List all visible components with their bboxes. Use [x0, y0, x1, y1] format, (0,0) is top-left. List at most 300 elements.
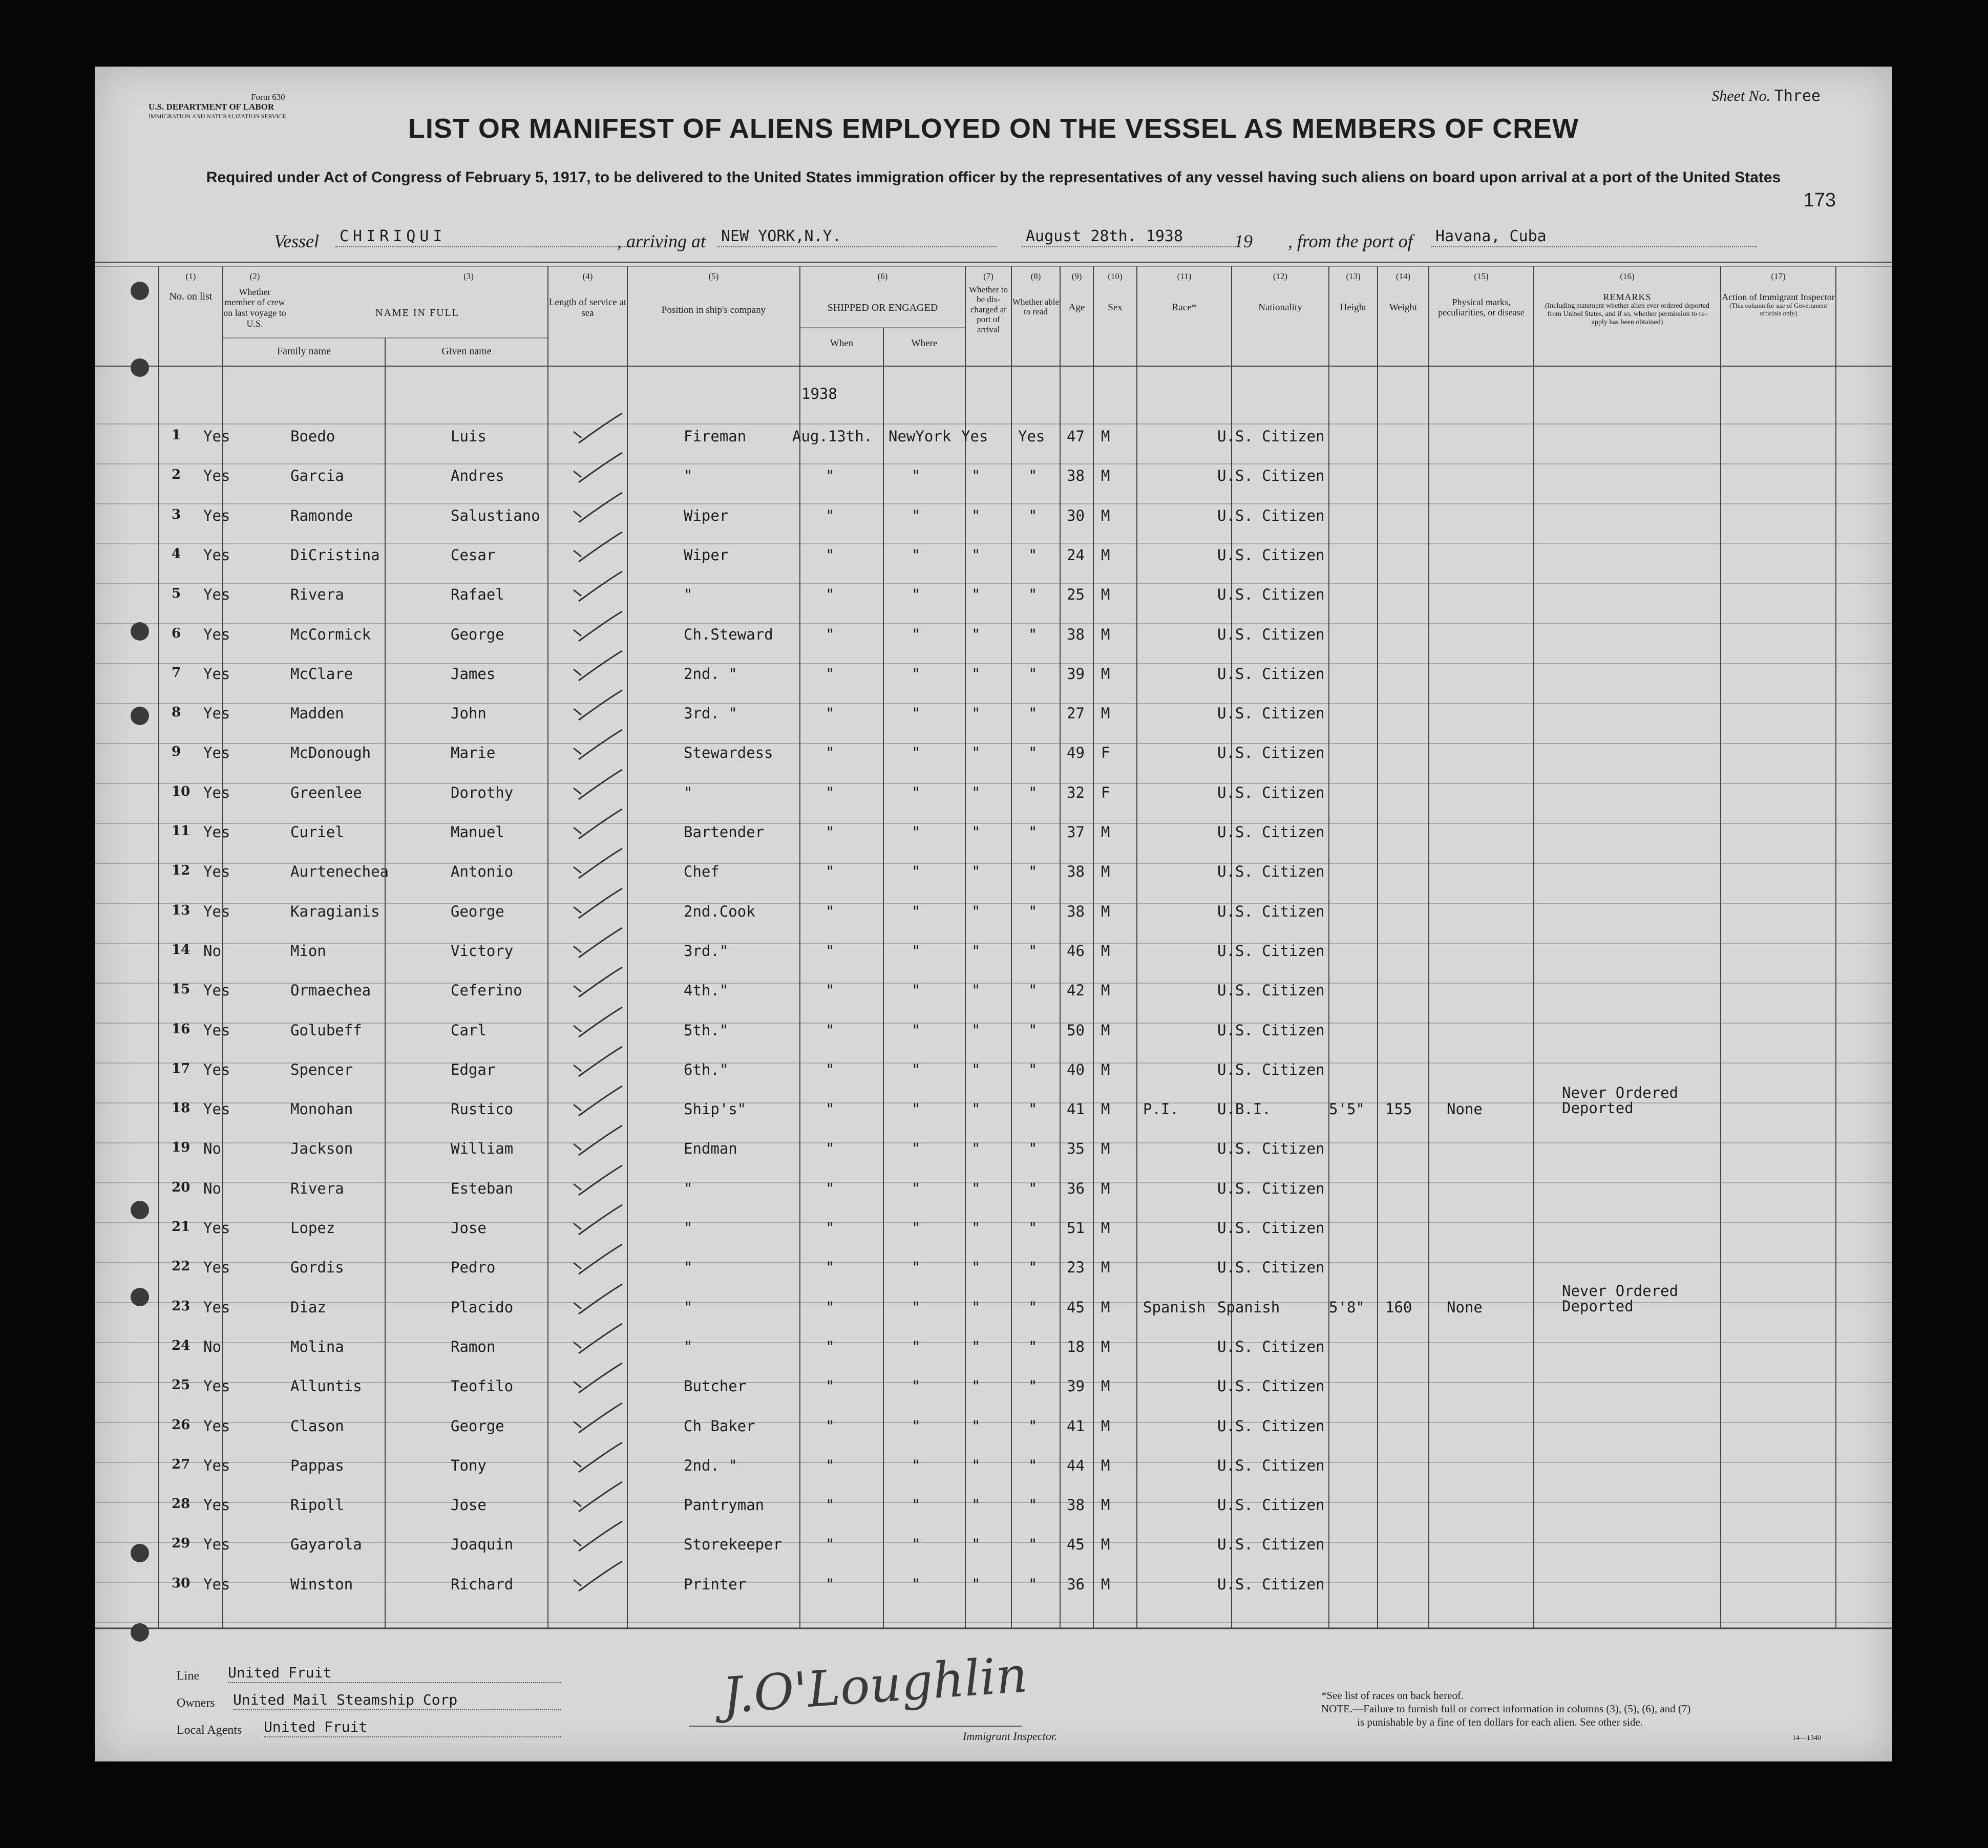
cell-last-voyage: Yes: [203, 546, 230, 564]
check-mark: [574, 571, 622, 601]
cell-sex: M: [1101, 546, 1110, 564]
cell-shipped-where: ": [912, 1576, 921, 1593]
cell-sex: M: [1101, 1338, 1110, 1355]
col-last-voyage-header: (2) Whether member of crew on last voyage to U.S.: [223, 271, 286, 329]
cell-row-number: 14: [172, 942, 191, 958]
cell-last-voyage: Yes: [203, 1259, 230, 1276]
cell-shipped-when: ": [826, 1022, 835, 1039]
cell-shipped-where: ": [912, 1219, 921, 1237]
cell-able-to-read: ": [1028, 1457, 1038, 1474]
col-action-header: (17) Action of Immigrant Inspector (This column for use of Government officials only): [1722, 271, 1835, 317]
manifest-sheet: [95, 67, 1892, 1761]
cell-family-name: Rivera: [290, 1180, 344, 1197]
check-mark: [574, 1442, 622, 1472]
owners-value: United Mail Steamship Corp: [233, 1691, 561, 1710]
service-name: IMMIGRATION AND NATURALIZATION SERVICE: [149, 113, 286, 120]
cell-able-to-read: ": [1028, 784, 1038, 801]
cell-race: Spanish: [1143, 1299, 1206, 1316]
cell-age: 23: [1067, 1259, 1085, 1276]
cell-able-to-read: ": [1028, 863, 1038, 880]
cell-sex: M: [1101, 705, 1110, 722]
cell-family-name: Diaz: [290, 1299, 326, 1316]
cell-given-name: Rafael: [451, 586, 504, 603]
cell-age: 39: [1067, 665, 1085, 683]
check-mark: [574, 651, 622, 681]
cell-family-name: McClare: [290, 665, 353, 683]
col-race-header: (11) Race*: [1172, 271, 1197, 313]
binder-hole: [131, 707, 149, 725]
cell-shipped-when: ": [826, 1338, 835, 1355]
cell-position: 6th.": [684, 1061, 729, 1078]
binder-hole: [131, 358, 149, 377]
cell-family-name: Lopez: [290, 1219, 335, 1237]
cell-row-number: 29: [172, 1536, 191, 1551]
cell-family-name: Gayarola: [290, 1536, 362, 1553]
cell-nationality: U.S. Citizen: [1217, 863, 1325, 880]
cell-shipped-where: ": [912, 1022, 921, 1039]
cell-nationality: U.S. Citizen: [1217, 546, 1325, 564]
cell-nationality: U.S. Citizen: [1217, 1140, 1325, 1157]
cell-discharged: ": [971, 982, 981, 999]
cell-age: 42: [1067, 982, 1085, 999]
col-marks-header: (15) Physical marks, peculiarities, or disease: [1438, 271, 1525, 318]
cell-able-to-read: ": [1028, 1536, 1038, 1553]
cell-last-voyage: Yes: [203, 586, 230, 603]
cell-age: 38: [1067, 467, 1085, 484]
cell-shipped-when: ": [826, 626, 835, 643]
check-mark: [574, 493, 622, 522]
cell-able-to-read: ": [1028, 823, 1038, 841]
cell-shipped-where: ": [912, 1140, 921, 1157]
cell-age: 25: [1067, 586, 1085, 603]
cell-row-number: 6: [172, 626, 181, 641]
cell-age: 32: [1067, 784, 1085, 801]
cell-position: Printer: [684, 1576, 747, 1593]
check-mark: [574, 730, 622, 759]
cell-nationality: U.S. Citizen: [1217, 823, 1325, 841]
cell-position: Ch.Steward: [684, 626, 773, 643]
cell-nationality: U.S. Citizen: [1217, 982, 1325, 999]
document-subtitle: Required under Act of Congress of February 5, 1917, to be delivered to the United States immigration officer by the representatives of any vessel having such aliens on board upon arrival at a port of the United States: [206, 169, 1781, 186]
cell-sex: M: [1101, 1457, 1110, 1474]
cell-position: ": [684, 1338, 693, 1355]
cell-remarks: Deported: [1562, 1298, 1634, 1315]
cell-family-name: Curiel: [290, 823, 344, 841]
cell-able-to-read: ": [1028, 1219, 1038, 1237]
cell-age: 41: [1067, 1100, 1085, 1118]
cell-shipped-when: ": [826, 1219, 835, 1237]
cell-given-name: Marie: [451, 744, 496, 761]
cell-discharged: ": [971, 1140, 981, 1157]
cell-position: Ship's": [684, 1100, 747, 1118]
cell-row-number: 11: [172, 823, 191, 839]
cell-weight: 155: [1385, 1100, 1412, 1118]
department-name: U.S. DEPARTMENT OF LABOR: [149, 102, 274, 112]
from-port-label: , from the port of: [1288, 231, 1413, 251]
cell-age: 36: [1067, 1180, 1085, 1197]
col-no-header: (1) No. on list: [169, 271, 213, 302]
check-mark: [574, 611, 622, 641]
cell-given-name: Jose: [451, 1219, 487, 1237]
sheet-label: Sheet No.: [1711, 88, 1771, 104]
arrival-date: August 28th. 1938: [1022, 227, 1240, 247]
cell-given-name: Richard: [451, 1576, 514, 1593]
cell-family-name: Ripoll: [290, 1496, 344, 1514]
cell-discharged: ": [971, 546, 981, 564]
check-mark: [574, 1482, 622, 1512]
cell-sex: M: [1101, 1576, 1110, 1593]
cell-able-to-read: ": [1028, 1061, 1038, 1078]
cell-sex: M: [1101, 1180, 1110, 1197]
cell-row-number: 2: [172, 467, 181, 482]
cell-last-voyage: Yes: [203, 982, 230, 999]
cell-row-number: 25: [172, 1377, 191, 1393]
cell-able-to-read: ": [1028, 744, 1038, 761]
cell-given-name: Cesar: [451, 546, 496, 564]
cell-age: 37: [1067, 823, 1085, 841]
cell-shipped-when: ": [826, 823, 835, 841]
cell-sex: M: [1101, 428, 1110, 445]
cell-row-number: 4: [172, 546, 181, 562]
cell-shipped-when: ": [826, 1457, 835, 1474]
cell-shipped-when: ": [826, 1299, 835, 1316]
line-value: United Fruit: [228, 1664, 561, 1683]
cell-shipped-where: ": [912, 744, 921, 761]
cell-row-number: 5: [172, 586, 181, 601]
binder-hole: [131, 1201, 149, 1219]
cell-position: ": [684, 467, 693, 484]
cell-able-to-read: ": [1028, 1299, 1038, 1316]
cell-given-name: Placido: [451, 1299, 514, 1316]
cell-sex: M: [1101, 1299, 1110, 1316]
arrival-port: NEW YORK,N.Y.: [717, 227, 997, 247]
cell-given-name: George: [451, 903, 504, 920]
cell-last-voyage: Yes: [203, 467, 230, 484]
cell-given-name: Andres: [451, 467, 504, 484]
cell-row-number: 27: [172, 1457, 191, 1472]
cell-discharged: ": [971, 705, 981, 722]
cell-able-to-read: ": [1028, 665, 1038, 683]
cell-row-number: 18: [172, 1100, 191, 1116]
cell-able-to-read: ": [1028, 626, 1038, 643]
cell-position: 2nd. ": [684, 665, 737, 683]
cell-position: Storekeeper: [684, 1536, 782, 1553]
cell-sex: M: [1101, 982, 1110, 999]
cell-last-voyage: No: [203, 1140, 221, 1157]
cell-shipped-where: ": [912, 1377, 921, 1395]
cell-last-voyage: Yes: [203, 744, 230, 761]
cell-nationality: U.S. Citizen: [1217, 1576, 1325, 1593]
cell-nationality: U.S. Citizen: [1217, 1496, 1325, 1514]
cell-nationality: U.S. Citizen: [1217, 784, 1325, 801]
cell-family-name: Aurtenechea: [290, 863, 389, 880]
cell-position: Fireman: [684, 428, 747, 445]
cell-last-voyage: Yes: [203, 1299, 230, 1316]
cell-given-name: Antonio: [451, 863, 514, 880]
cell-position: 5th.": [684, 1022, 729, 1039]
cell-discharged: ": [971, 1299, 981, 1316]
cell-height: 5'8": [1329, 1299, 1365, 1316]
col-shipped-header: (6) SHIPPED OR ENGAGED: [827, 271, 938, 313]
cell-sex: M: [1101, 1061, 1110, 1078]
check-mark: [574, 967, 622, 997]
cell-last-voyage: Yes: [203, 823, 230, 841]
cell-last-voyage: No: [203, 942, 221, 960]
cell-row-number: 22: [172, 1259, 191, 1274]
cell-able-to-read: ": [1028, 1140, 1038, 1157]
cell-family-name: Molina: [290, 1338, 344, 1355]
cell-family-name: Alluntis: [290, 1377, 362, 1395]
cell-discharged: ": [971, 863, 981, 880]
check-mark: [574, 1284, 622, 1314]
cell-discharged: ": [971, 784, 981, 801]
cell-given-name: Jose: [451, 1496, 487, 1514]
cell-age: 24: [1067, 546, 1085, 564]
cell-position: Wiper: [684, 507, 729, 524]
cell-position: Butcher: [684, 1377, 747, 1395]
cell-remarks: Never Ordered: [1562, 1282, 1678, 1300]
cell-shipped-where: ": [912, 982, 921, 999]
cell-family-name: Spencer: [290, 1061, 353, 1078]
col-where-header: Where: [911, 338, 938, 349]
cell-age: 35: [1067, 1140, 1085, 1157]
check-mark: [574, 1363, 622, 1393]
cell-position: 3rd. ": [684, 705, 737, 722]
cell-last-voyage: Yes: [203, 1417, 230, 1435]
cell-shipped-where: ": [912, 665, 921, 683]
cell-given-name: George: [451, 626, 504, 643]
agents-label: Local Agents: [177, 1724, 242, 1737]
col-position-header: (5) Position in ship's company: [661, 271, 766, 315]
cell-family-name: Ramonde: [290, 507, 353, 524]
cell-family-name: DiCristina: [290, 546, 380, 564]
cell-shipped-when: ": [826, 982, 835, 999]
cell-position: ": [684, 1259, 693, 1276]
cell-able-to-read: ": [1028, 1417, 1038, 1435]
cell-shipped-when: ": [826, 1100, 835, 1118]
cell-shipped-where: ": [912, 863, 921, 880]
cell-shipped-when: ": [826, 507, 835, 524]
cell-shipped-where: ": [912, 1536, 921, 1553]
cell-last-voyage: Yes: [203, 903, 230, 920]
cell-sex: M: [1101, 586, 1110, 603]
col-sex-header: (10) Sex: [1108, 271, 1123, 313]
cell-position: ": [684, 586, 693, 603]
cell-shipped-when: ": [826, 863, 835, 880]
cell-age: 30: [1067, 507, 1085, 524]
cell-last-voyage: Yes: [203, 626, 230, 643]
cell-position: 2nd. ": [684, 1457, 737, 1474]
cell-discharged: ": [971, 942, 981, 960]
cell-discharged: ": [971, 1259, 981, 1276]
cell-shipped-where: ": [912, 1299, 921, 1316]
cell-position: Wiper: [684, 546, 729, 564]
cell-last-voyage: Yes: [203, 1457, 230, 1474]
cell-shipped-where: ": [912, 626, 921, 643]
cell-family-name: Gordis: [290, 1259, 344, 1276]
cell-shipped-when: ": [826, 1536, 835, 1553]
binder-hole: [131, 282, 149, 300]
agents-value: United Fruit: [264, 1718, 561, 1737]
cell-shipped-where: NewYork: [889, 428, 951, 445]
check-mark: [574, 1125, 622, 1155]
cell-family-name: McDonough: [290, 744, 371, 761]
cell-sex: M: [1101, 823, 1110, 841]
print-code: 14—1340: [1792, 1734, 1821, 1742]
cell-discharged: ": [971, 1377, 981, 1395]
cell-age: 50: [1067, 1022, 1085, 1039]
cell-sex: M: [1101, 1417, 1110, 1435]
cell-age: 45: [1067, 1299, 1085, 1316]
cell-shipped-where: ": [912, 784, 921, 801]
cell-position: Ch Baker: [684, 1417, 755, 1435]
cell-able-to-read: ": [1028, 586, 1038, 603]
col-age-header: (9) Age: [1068, 271, 1085, 313]
vessel-name: CHIRIQUI: [335, 227, 661, 247]
year-annotation: 1938: [801, 385, 837, 402]
cell-discharged: ": [971, 1457, 981, 1474]
cell-last-voyage: Yes: [203, 1496, 230, 1514]
cell-last-voyage: Yes: [203, 784, 230, 801]
cell-shipped-when: ": [826, 467, 835, 484]
cell-discharged: ": [971, 507, 981, 524]
binder-hole: [131, 1623, 149, 1642]
cell-sex: M: [1101, 1259, 1110, 1276]
cell-height: 5'5": [1329, 1100, 1365, 1118]
cell-row-number: 1: [172, 428, 181, 443]
cell-able-to-read: ": [1028, 903, 1038, 920]
col-discharged-header: (7) Whether to be dis-charged at port of arrival: [969, 271, 1008, 334]
cell-shipped-when: ": [826, 1576, 835, 1593]
cell-nationality: U.S. Citizen: [1217, 1536, 1325, 1553]
fine-note: NOTE.—Failure to furnish full or correct information in columns (3), (5), (6), and (7): [1321, 1703, 1691, 1715]
cell-remarks: Never Ordered: [1562, 1084, 1678, 1101]
cell-last-voyage: Yes: [203, 665, 230, 683]
cell-age: 38: [1067, 863, 1085, 880]
cell-given-name: Tony: [451, 1457, 487, 1474]
fine-note-continued: is punishable by a fine of ten dollars for each alien. See other side.: [1357, 1716, 1643, 1728]
cell-row-number: 28: [172, 1496, 191, 1512]
vessel-label: Vessel: [274, 231, 319, 251]
cell-sex: M: [1101, 1536, 1110, 1553]
cell-shipped-when: ": [826, 546, 835, 564]
cell-last-voyage: Yes: [203, 1377, 230, 1395]
cell-shipped-when: ": [826, 744, 835, 761]
cell-shipped-when: ": [826, 1259, 835, 1276]
cell-shipped-when: ": [826, 784, 835, 801]
cell-family-name: Clason: [290, 1417, 344, 1435]
col-family-name-header: Family name: [277, 346, 331, 357]
cell-shipped-when: ": [826, 942, 835, 960]
cell-row-number: 30: [172, 1576, 191, 1591]
cell-nationality: U.S. Citizen: [1217, 1022, 1325, 1039]
check-mark: [574, 809, 622, 839]
cell-able-to-read: ": [1028, 467, 1038, 484]
cell-age: 36: [1067, 1576, 1085, 1593]
cell-shipped-when: ": [826, 1417, 835, 1435]
cell-given-name: William: [451, 1140, 514, 1157]
cell-discharged: ": [971, 1496, 981, 1514]
cell-last-voyage: Yes: [203, 1576, 230, 1593]
cell-sex: M: [1101, 665, 1110, 683]
check-mark: [574, 413, 622, 443]
cell-family-name: Garcia: [290, 467, 344, 484]
cell-sex: F: [1101, 784, 1110, 801]
col-height-header: (13) Height: [1340, 271, 1367, 313]
cell-sex: M: [1101, 903, 1110, 920]
cell-shipped-when: ": [826, 1180, 835, 1197]
cell-shipped-where: ": [912, 586, 921, 603]
cell-physical-marks: None: [1447, 1299, 1483, 1316]
cell-given-name: Edgar: [451, 1061, 496, 1078]
col-nationality-header: (12) Nationality: [1258, 271, 1302, 313]
cell-age: 45: [1067, 1536, 1085, 1553]
check-mark: [574, 1244, 622, 1274]
cell-nationality: U.S. Citizen: [1217, 1219, 1325, 1237]
cell-last-voyage: Yes: [203, 1100, 230, 1118]
check-mark: [574, 1165, 622, 1195]
cell-nationality: U.S. Citizen: [1217, 1377, 1325, 1395]
cell-able-to-read: ": [1028, 1180, 1038, 1197]
cell-discharged: ": [971, 626, 981, 643]
cell-nationality: U.S. Citizen: [1217, 1259, 1325, 1276]
cell-discharged: ": [971, 1219, 981, 1237]
check-marks: [574, 413, 622, 1591]
cell-remarks: Deported: [1562, 1099, 1634, 1117]
cell-discharged: ": [971, 1536, 981, 1553]
cell-discharged: ": [971, 1180, 981, 1197]
cell-able-to-read: ": [1028, 1377, 1038, 1395]
cell-discharged: ": [971, 1100, 981, 1118]
cell-row-number: 17: [172, 1061, 191, 1076]
cell-nationality: Spanish: [1217, 1299, 1280, 1316]
cell-row-number: 8: [172, 705, 181, 720]
cell-position: Pantryman: [684, 1496, 765, 1514]
cell-sex: M: [1101, 1377, 1110, 1395]
cell-given-name: Rustico: [451, 1100, 514, 1118]
col-when-header: When: [830, 338, 854, 349]
cell-family-name: Greenlee: [290, 784, 362, 801]
cell-shipped-where: ": [912, 942, 921, 960]
cell-discharged: ": [971, 823, 981, 841]
cell-sex: M: [1101, 1022, 1110, 1039]
cell-row-number: 12: [172, 863, 191, 878]
cell-position: ": [684, 1219, 693, 1237]
cell-age: 38: [1067, 626, 1085, 643]
check-mark: [574, 1403, 622, 1433]
cell-able-to-read: ": [1028, 1100, 1038, 1118]
cell-given-name: Victory: [451, 942, 514, 960]
check-mark: [574, 770, 622, 799]
cell-sex: M: [1101, 863, 1110, 880]
cell-nationality: U.S. Citizen: [1217, 626, 1325, 643]
cell-row-number: 21: [172, 1219, 191, 1235]
cell-able-to-read: ": [1028, 1576, 1038, 1593]
cell-physical-marks: None: [1447, 1100, 1483, 1118]
cell-family-name: Jackson: [290, 1140, 353, 1157]
cell-family-name: Boedo: [290, 428, 335, 445]
cell-family-name: Karagianis: [290, 903, 380, 920]
cell-discharged: ": [971, 744, 981, 761]
cell-nationality: U.S. Citizen: [1217, 1338, 1325, 1355]
cell-nationality: U.S. Citizen: [1217, 1417, 1325, 1435]
cell-row-number: 16: [172, 1022, 191, 1037]
cell-shipped-where: ": [912, 467, 921, 484]
cell-last-voyage: Yes: [203, 1219, 230, 1237]
check-mark: [574, 928, 622, 958]
cell-shipped-where: ": [912, 507, 921, 524]
cell-last-voyage: Yes: [203, 507, 230, 524]
